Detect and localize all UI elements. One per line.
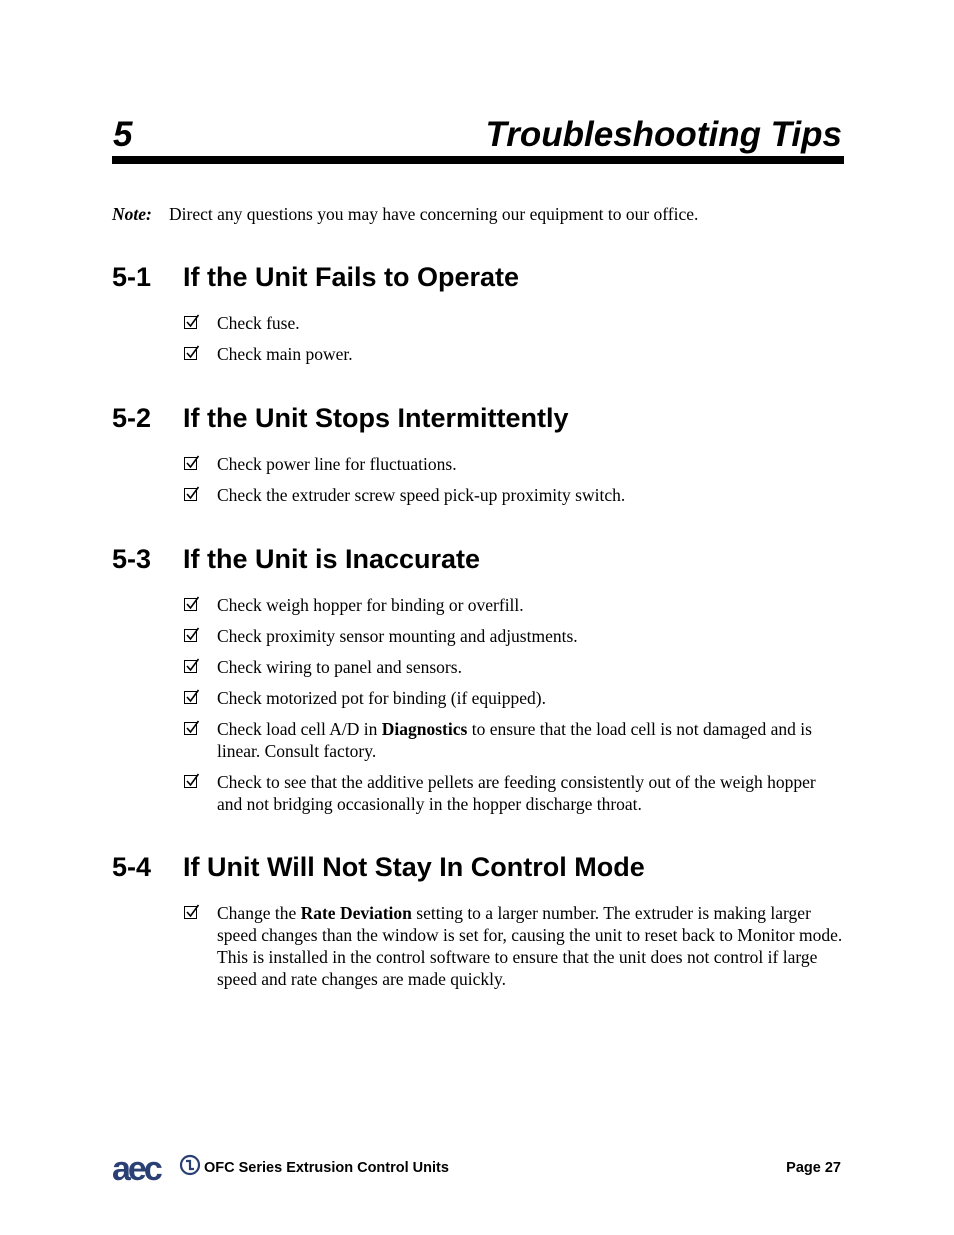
note-label: Note: bbox=[112, 204, 152, 224]
item-text: to ensure that the load cell is not damaged and is linear. Consult factory. bbox=[217, 719, 812, 761]
checklist-item bbox=[184, 312, 844, 334]
note bbox=[112, 202, 842, 226]
checked-box-icon bbox=[184, 347, 197, 360]
checklist-item bbox=[184, 343, 844, 365]
checklist-5-1 bbox=[184, 312, 844, 374]
item-text: Check power line for fluctuations. bbox=[217, 454, 457, 474]
checklist-item bbox=[184, 656, 844, 678]
chapter-header bbox=[112, 111, 844, 165]
item-text: Check wiring to panel and sensors. bbox=[217, 657, 462, 677]
item-text: Check to see that the additive pellets are feeding consistently out of the weigh hopper and not bridging occasionally in the hopper discharge throat. bbox=[217, 772, 816, 814]
section-number: 5-1 bbox=[112, 262, 152, 292]
checklist-item bbox=[184, 718, 844, 762]
checked-box-icon bbox=[184, 691, 197, 704]
section-title: If the Unit Fails to Operate bbox=[183, 262, 520, 292]
item-text: Check fuse. bbox=[217, 313, 300, 333]
checklist-item bbox=[184, 453, 844, 475]
section-title: If the Unit is Inaccurate bbox=[183, 544, 481, 574]
item-text: Check the extruder screw speed pick-up proximity switch. bbox=[217, 485, 626, 505]
item-text: Check load cell A/D in bbox=[217, 719, 382, 739]
footer-title: OFC Series Extrusion Control Units bbox=[204, 1160, 449, 1176]
section-number: 5-4 bbox=[112, 852, 152, 882]
checked-box-icon bbox=[184, 488, 197, 501]
checklist-item bbox=[184, 594, 844, 616]
item-bold-text: Diagnostics bbox=[381, 719, 468, 739]
checklist-item bbox=[184, 484, 844, 506]
checked-box-icon bbox=[184, 629, 197, 642]
checked-box-icon bbox=[184, 906, 197, 919]
checklist-item bbox=[184, 625, 844, 647]
note-text: Direct any questions you may have concerning our equipment to our office. bbox=[169, 204, 699, 224]
item-bold-text: Rate Deviation bbox=[300, 903, 412, 923]
chapter-number: 5 bbox=[113, 115, 133, 154]
section-heading-5-3 bbox=[112, 542, 842, 576]
section-title: If Unit Will Not Stay In Control Mode bbox=[183, 852, 645, 882]
chapter-title: Troubleshooting Tips bbox=[485, 115, 842, 154]
checklist-item bbox=[184, 687, 844, 709]
checked-box-icon bbox=[184, 775, 197, 788]
page-number: Page 27 bbox=[786, 1160, 841, 1176]
item-text: Check proximity sensor mounting and adjustments. bbox=[217, 626, 578, 646]
checklist-5-2 bbox=[184, 453, 844, 515]
checked-box-icon bbox=[184, 598, 197, 611]
chapter-rule bbox=[112, 156, 844, 164]
checklist-item bbox=[184, 902, 844, 990]
logo-text: aec bbox=[112, 1150, 160, 1184]
item-text: setting to a larger number. The extruder is making larger speed changes than the window is set for, causing the unit to reset back to Monitor mode. This is installed in the control software to ensure that the unit does not control if large speed and rate changes are made quickly. bbox=[217, 903, 843, 989]
checked-box-icon bbox=[184, 722, 197, 735]
section-title: If the Unit Stops Intermittently bbox=[183, 403, 569, 433]
item-text: Check weigh hopper for binding or overfill. bbox=[217, 595, 524, 615]
checked-box-icon bbox=[184, 660, 197, 673]
item-text: Change the bbox=[217, 903, 301, 923]
checklist-5-4 bbox=[184, 902, 844, 999]
checklist-5-3 bbox=[184, 594, 844, 824]
section-heading-5-2 bbox=[112, 401, 842, 435]
section-heading-5-4 bbox=[112, 850, 842, 884]
checked-box-icon bbox=[184, 457, 197, 470]
page-footer bbox=[112, 1150, 844, 1184]
section-heading-5-1 bbox=[112, 260, 842, 294]
item-text: Check motorized pot for binding (if equipped). bbox=[217, 688, 547, 708]
checklist-item bbox=[184, 771, 844, 815]
section-number: 5-3 bbox=[112, 544, 152, 574]
checked-box-icon bbox=[184, 316, 197, 329]
item-text: Check main power. bbox=[217, 344, 353, 364]
section-number: 5-2 bbox=[112, 403, 152, 433]
aec-logo bbox=[112, 1150, 202, 1184]
